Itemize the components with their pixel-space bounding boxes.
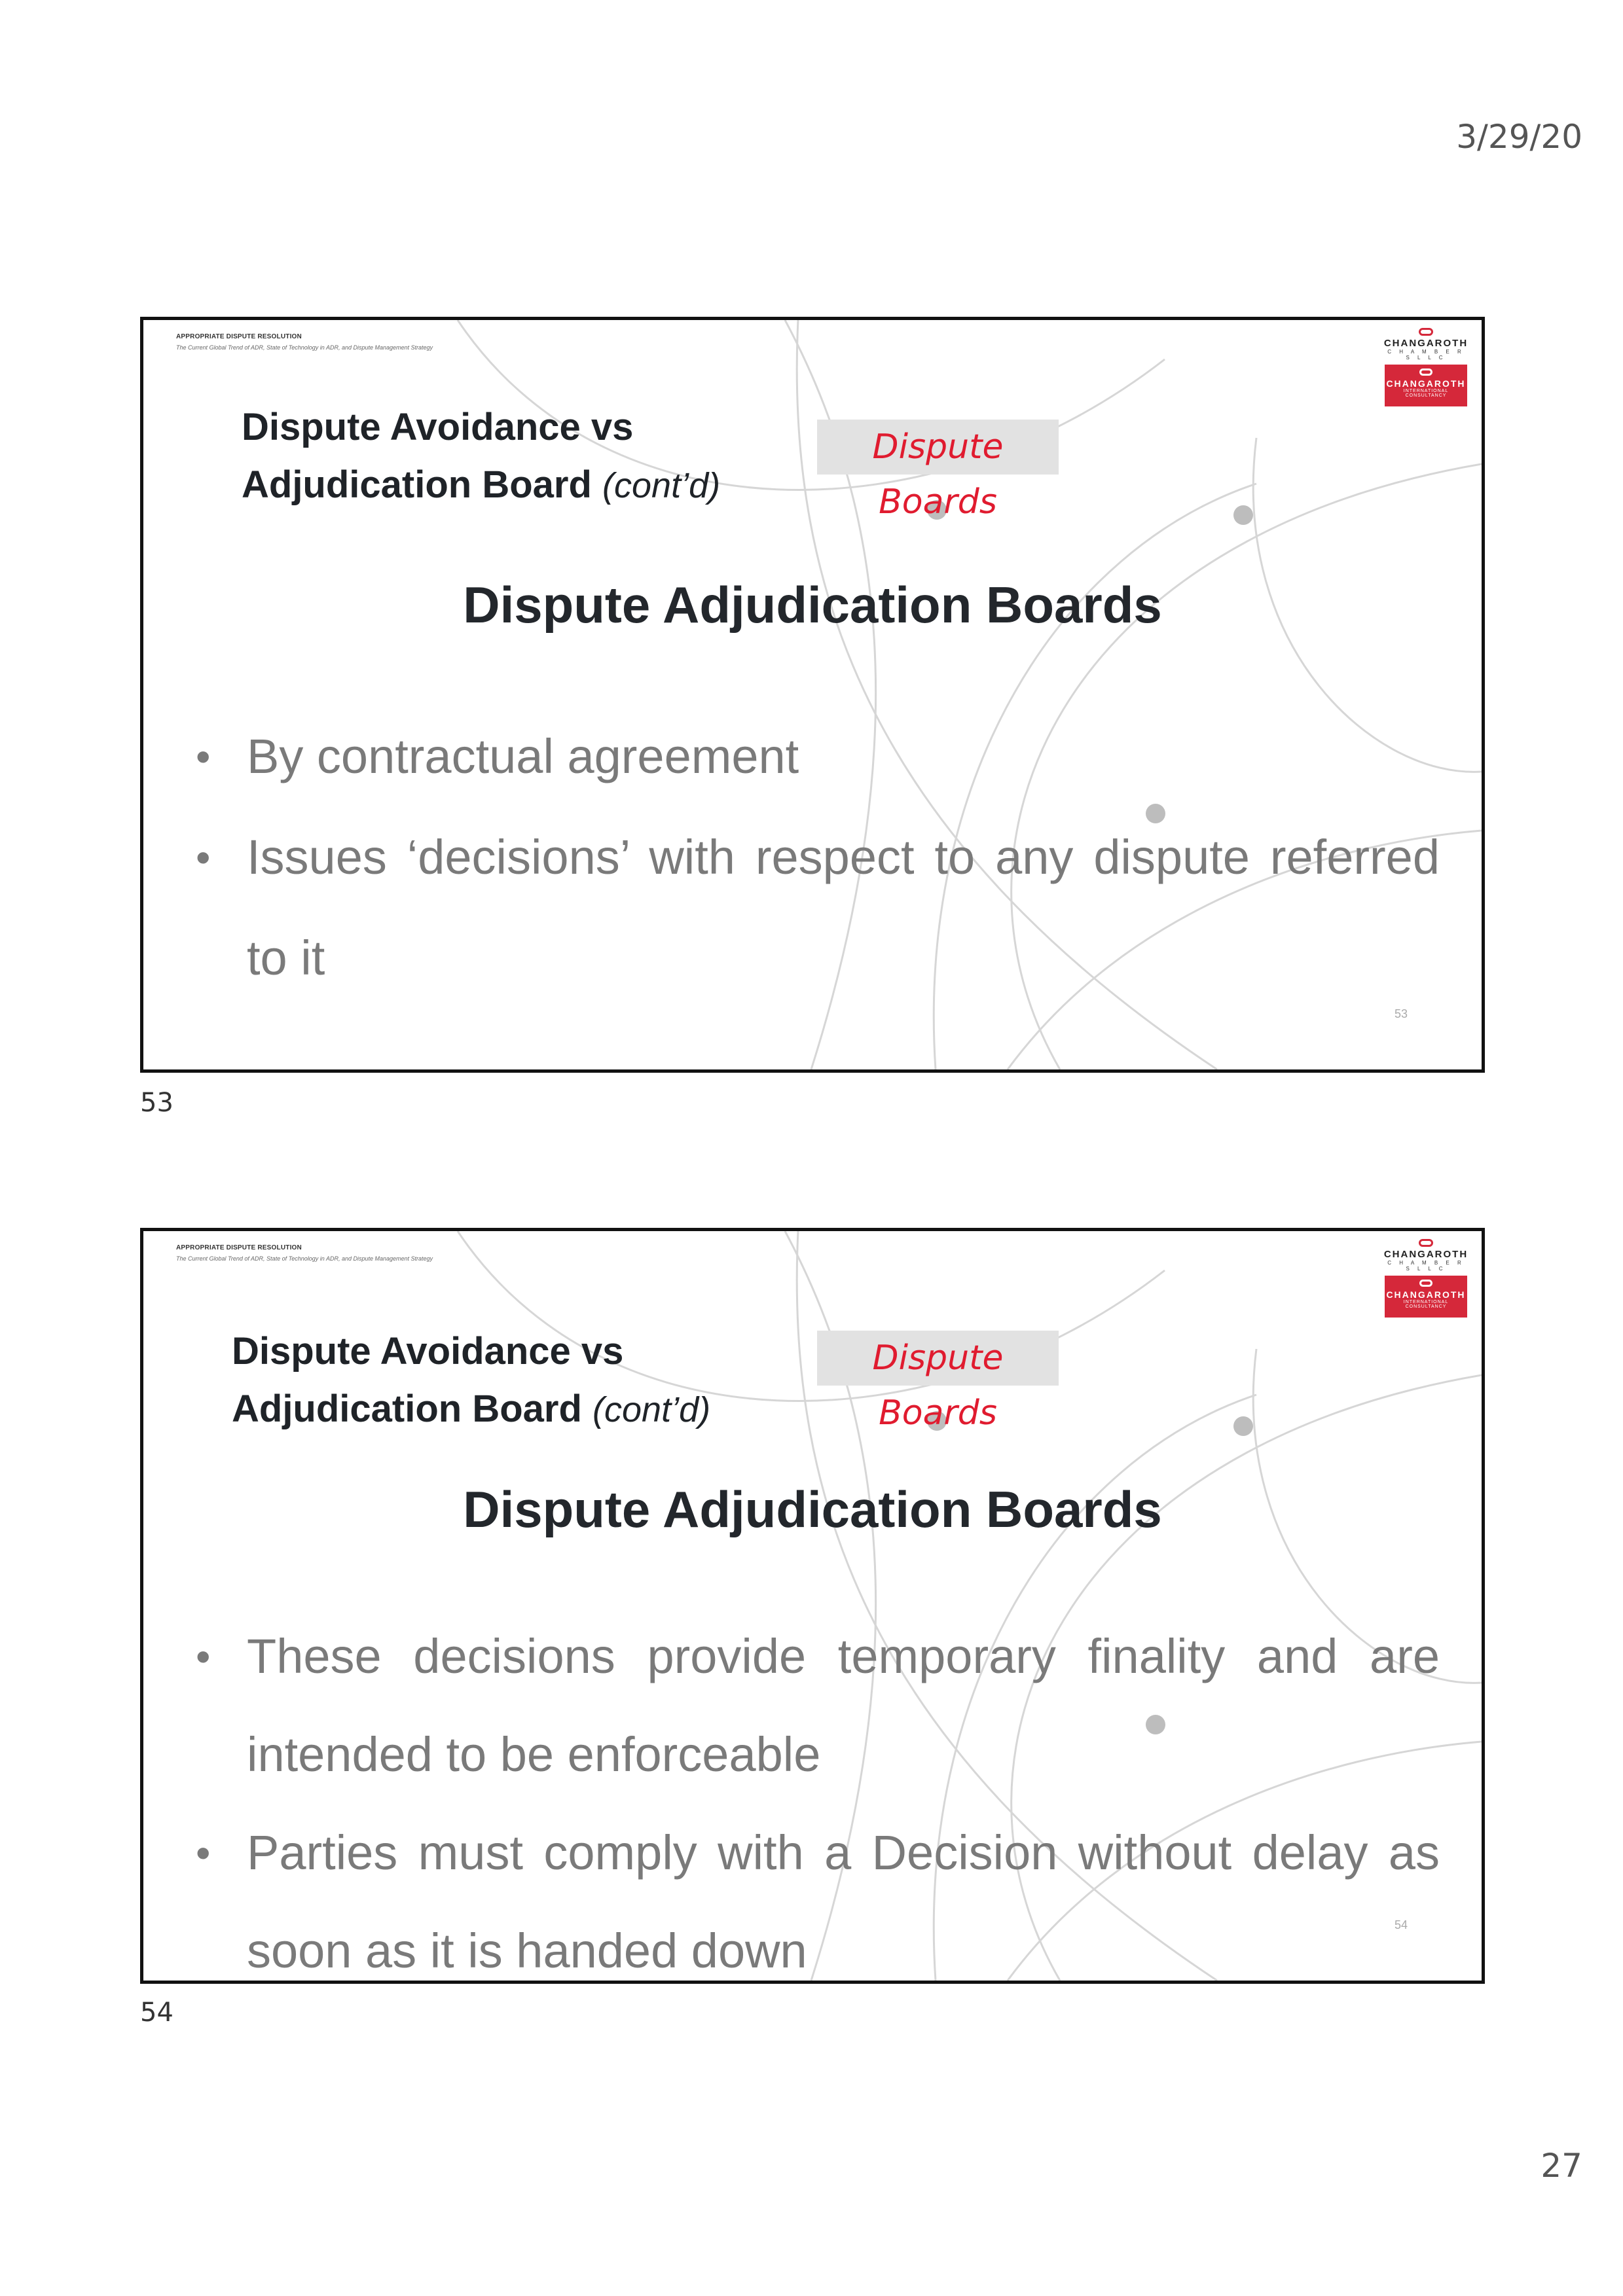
kicker-line-2-text: Adjudication Board (232, 1388, 582, 1430)
slide-53 (140, 317, 1485, 1073)
slide-number: 54 (1395, 1918, 1408, 1931)
header-title: APPROPRIATE DISPUTE RESOLUTION (176, 333, 302, 340)
logo-box-sub: INTERNATIONAL CONSULTANCY (1403, 389, 1449, 398)
section-tag: Dispute Boards (817, 420, 1059, 475)
kicker-cont: (cont’d) (593, 1390, 711, 1429)
logo-box (1385, 365, 1467, 406)
kicker-line-1: Dispute Avoidance vs (242, 406, 634, 448)
logo-box-name: CHANGAROTH (1386, 1289, 1466, 1300)
slide-title: Dispute Adjudication Boards (463, 1480, 1162, 1538)
bullet-item: • By contractual agreement (196, 706, 1440, 807)
slide-kicker (232, 1323, 710, 1439)
slide-54 (140, 1228, 1485, 1984)
bullet-item: • Issues ‘decisions’ with respect to any dispute referred to it (196, 807, 1440, 1009)
logo-box-mark-icon (1419, 368, 1432, 376)
kicker-line-2-text: Adjudication Board (242, 463, 592, 506)
logo-box-name: CHANGAROTH (1386, 378, 1466, 389)
changaroth-logo (1383, 328, 1468, 406)
logo-name: CHANGAROTH (1383, 1249, 1468, 1260)
header-subtitle: The Current Global Trend of ADR, State of Technology in ADR, and Dispute Management Strategy (176, 344, 433, 351)
kicker-line-1: Dispute Avoidance vs (232, 1330, 624, 1372)
logo-chambers: C H A M B E R S L L C (1387, 1260, 1465, 1272)
bullet-item: • These decisions provide temporary finality and are intended to be enforceable (196, 1607, 1440, 1804)
kicker-line-2 (232, 1380, 710, 1439)
slide-label: 53 (140, 1088, 173, 1118)
page-number: 27 (1541, 2147, 1582, 2185)
changaroth-logo (1383, 1239, 1468, 1318)
logo-chambers: C H A M B E R S L L C (1387, 349, 1465, 361)
logo-name: CHANGAROTH (1383, 338, 1468, 349)
logo-mark-icon (1419, 328, 1433, 336)
bullet-list (196, 706, 1440, 1009)
slide-label: 54 (140, 1998, 173, 2028)
kicker-line-2 (242, 456, 720, 514)
page-date: 3/29/20 (1456, 118, 1582, 156)
section-tag: Dispute Boards (817, 1331, 1059, 1386)
logo-box (1385, 1276, 1467, 1318)
header-title: APPROPRIATE DISPUTE RESOLUTION (176, 1244, 302, 1251)
slide-title: Dispute Adjudication Boards (463, 576, 1162, 634)
slide-number: 53 (1395, 1007, 1408, 1020)
logo-box-mark-icon (1419, 1280, 1432, 1287)
bullet-list (196, 1607, 1440, 1984)
bullet-item: • Parties must comply with a Decision without delay as soon as it is handed down (196, 1804, 1440, 1984)
logo-mark-icon (1419, 1239, 1433, 1247)
logo-box-sub: INTERNATIONAL CONSULTANCY (1403, 1300, 1449, 1309)
header-subtitle: The Current Global Trend of ADR, State of Technology in ADR, and Dispute Management Strategy (176, 1255, 433, 1262)
slide-kicker (242, 399, 720, 514)
kicker-cont: (cont’d) (602, 466, 721, 505)
